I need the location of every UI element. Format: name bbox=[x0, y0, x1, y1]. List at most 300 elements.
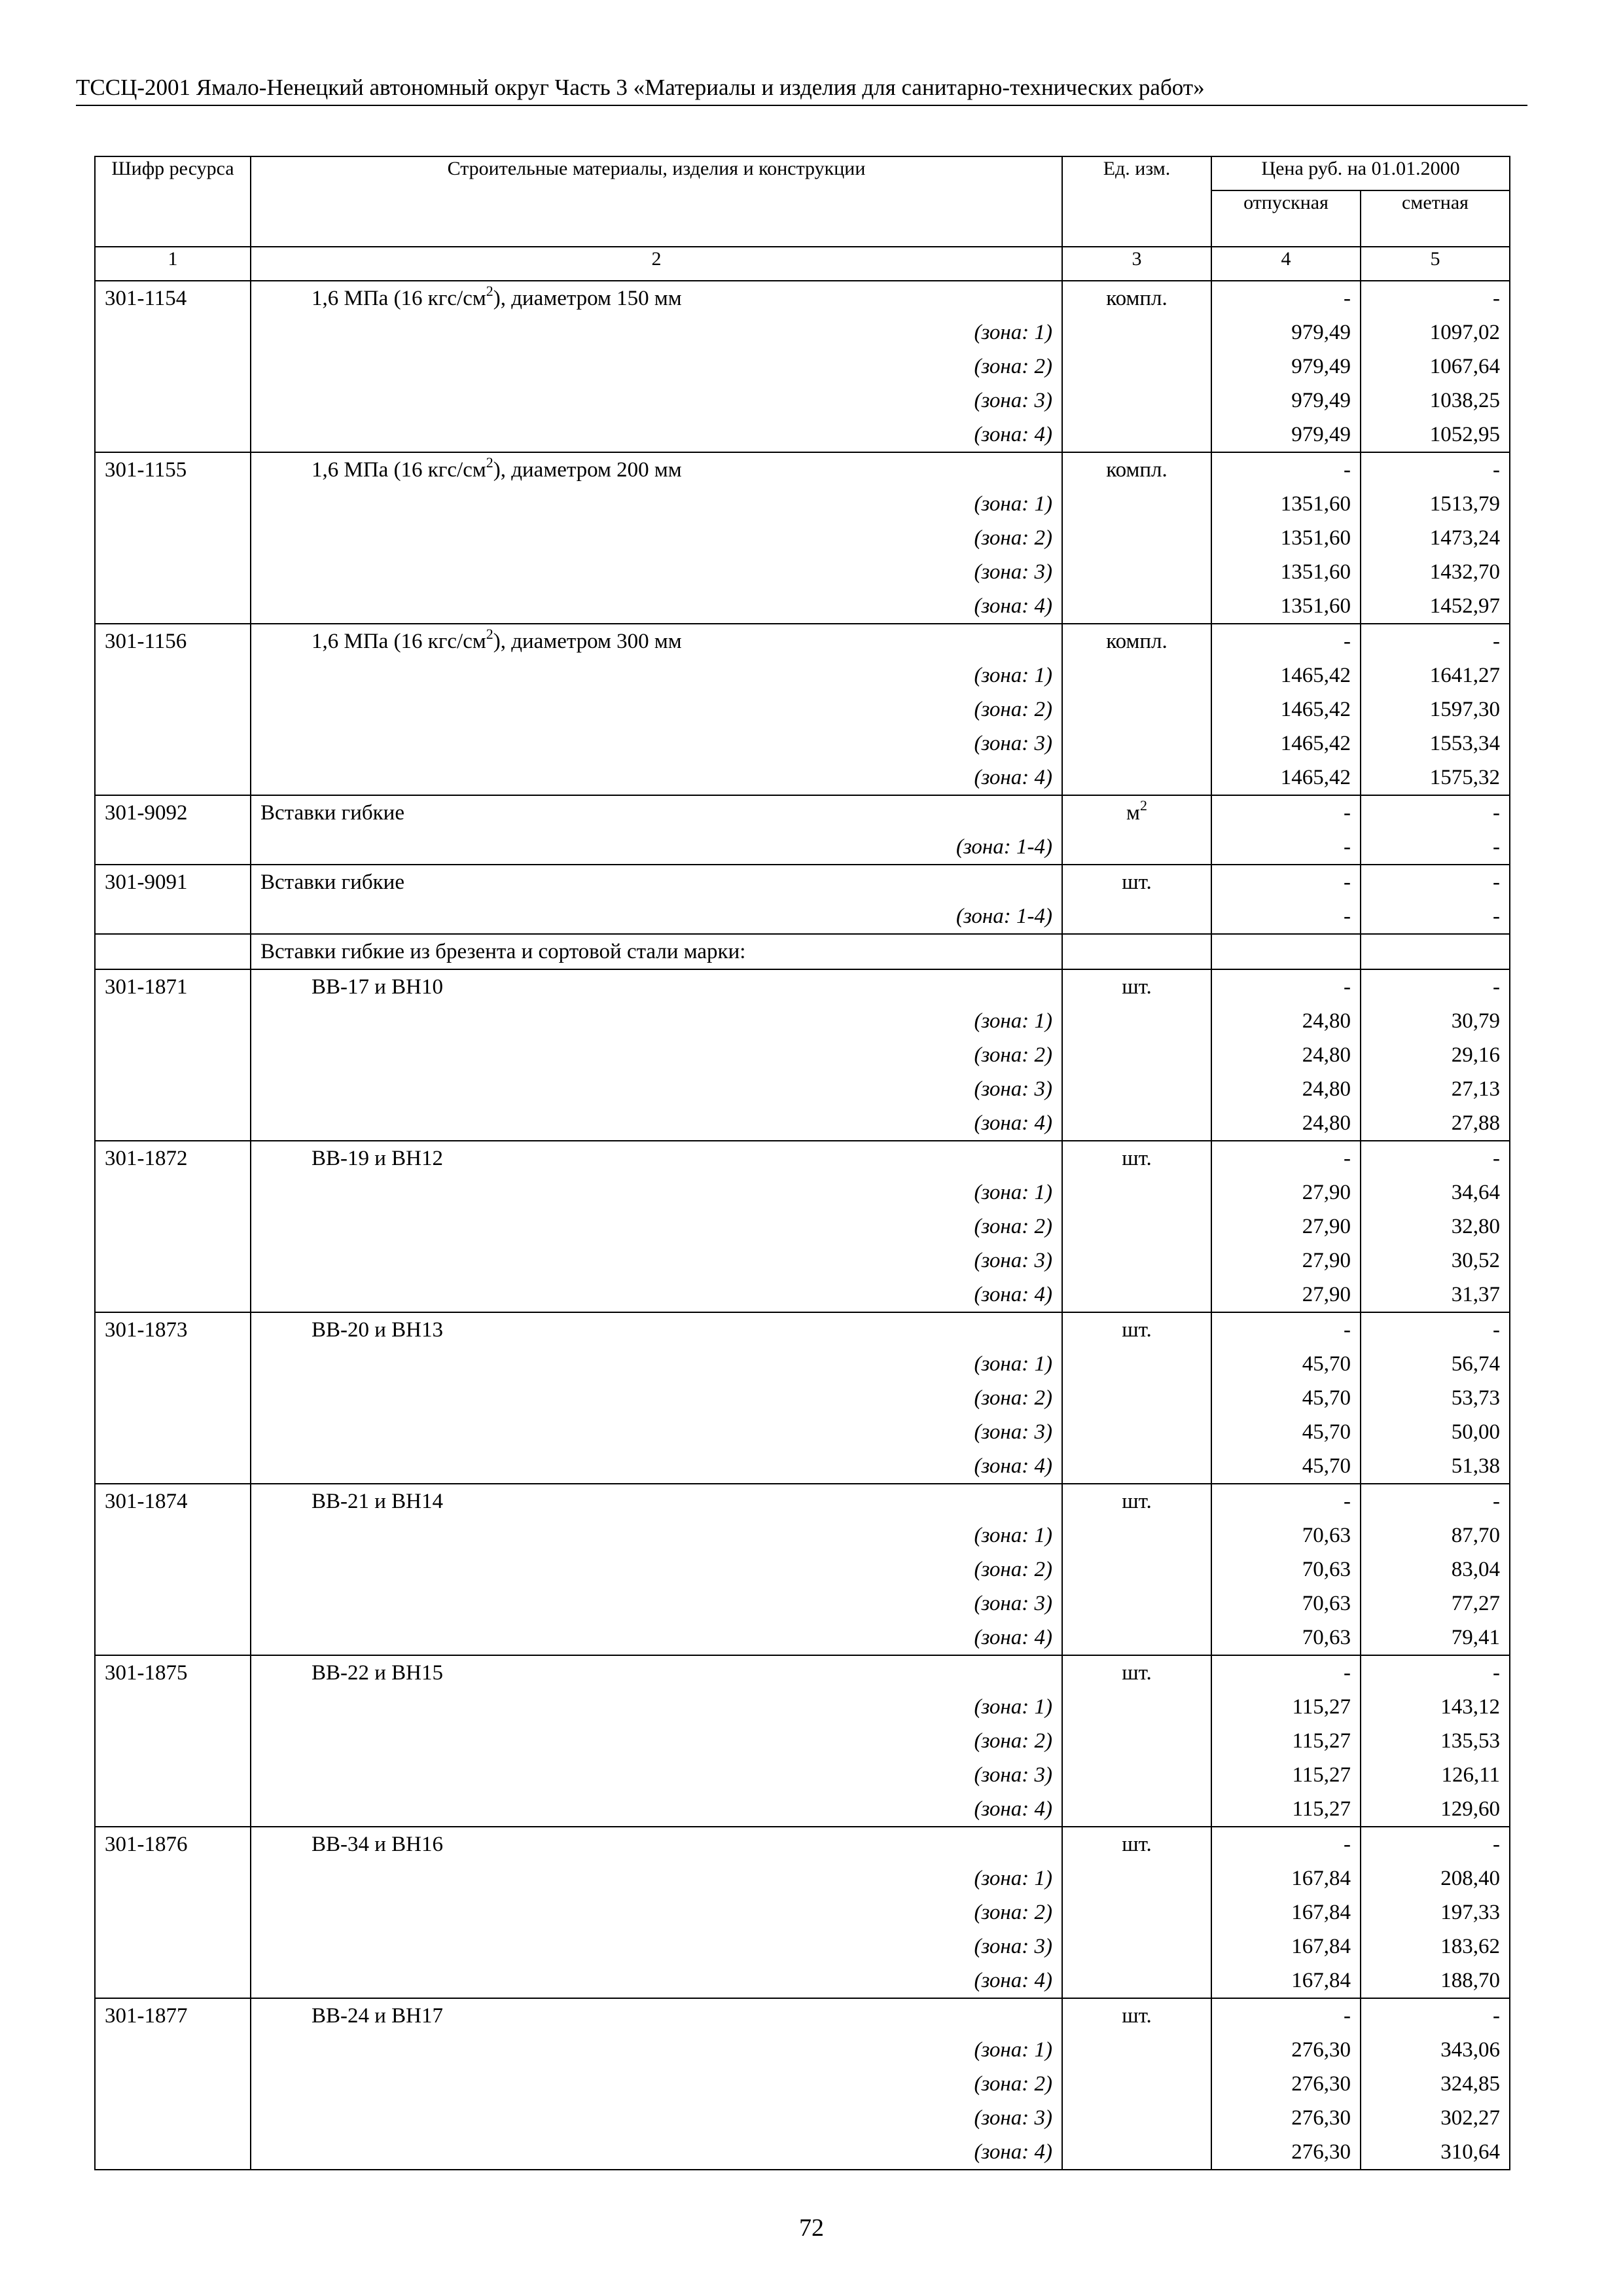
unit-cell bbox=[1062, 281, 1211, 315]
resource-name bbox=[251, 624, 1062, 658]
release-price: 70,63 bbox=[1211, 1518, 1361, 1552]
release-price: 115,27 bbox=[1211, 1758, 1361, 1792]
table-row bbox=[95, 969, 1510, 1004]
unit-text: шт. bbox=[1122, 1833, 1152, 1856]
zone-label: (зона: 1) bbox=[251, 487, 1062, 521]
estimate-price: 79,41 bbox=[1361, 1621, 1510, 1655]
table-row bbox=[95, 865, 1510, 899]
zone-label: (зона: 1) bbox=[251, 1861, 1062, 1895]
unit-cell bbox=[1062, 2135, 1211, 2170]
estimate-price: 310,64 bbox=[1361, 2135, 1510, 2170]
estimate-price: - bbox=[1361, 1141, 1510, 1175]
unit-cell bbox=[1062, 521, 1211, 555]
zone-row bbox=[95, 1038, 1510, 1072]
resource-name-tail: ), диаметром 200 мм bbox=[493, 458, 682, 482]
unit-cell bbox=[1062, 1347, 1211, 1381]
resource-name-text: Вставки гибкие bbox=[260, 870, 404, 894]
document-header: ТССЦ-2001 Ямало-Ненецкий автономный округ Часть 3 «Материалы и изделия для санитарно-технических работ» bbox=[76, 73, 1527, 106]
resource-name-text: 1,6 МПа (16 кгс/см bbox=[312, 287, 486, 310]
estimate-price: - bbox=[1361, 969, 1510, 1004]
zone-label: (зона: 4) bbox=[251, 1964, 1062, 1998]
release-price: 979,49 bbox=[1211, 315, 1361, 350]
unit-cell bbox=[1062, 1690, 1211, 1724]
resource-name bbox=[251, 795, 1062, 830]
unit-cell bbox=[1062, 865, 1211, 899]
estimate-price: 29,16 bbox=[1361, 1038, 1510, 1072]
zone-label: (зона: 4) bbox=[251, 418, 1062, 452]
estimate-price: 188,70 bbox=[1361, 1964, 1510, 1998]
unit-cell bbox=[1062, 692, 1211, 726]
estimate-price: - bbox=[1361, 795, 1510, 830]
release-price: - bbox=[1211, 795, 1361, 830]
resource-code bbox=[95, 2033, 251, 2067]
resource-code bbox=[95, 521, 251, 555]
unit-cell bbox=[1062, 969, 1211, 1004]
zone-row bbox=[95, 1518, 1510, 1552]
section-title: Вставки гибкие из брезента и сортовой стали марки: bbox=[251, 934, 1062, 969]
zone-row bbox=[95, 1347, 1510, 1381]
release-price: 27,90 bbox=[1211, 1210, 1361, 1244]
resource-code bbox=[95, 1004, 251, 1038]
zone-row bbox=[95, 1278, 1510, 1312]
unit-cell bbox=[1062, 658, 1211, 692]
release-price: 115,27 bbox=[1211, 1792, 1361, 1827]
release-price: 27,90 bbox=[1211, 1175, 1361, 1210]
resource-name bbox=[251, 969, 1062, 1004]
zone-label: (зона: 2) bbox=[251, 350, 1062, 384]
release-price: 276,30 bbox=[1211, 2101, 1361, 2135]
unit-cell bbox=[1062, 1518, 1211, 1552]
release-price: - bbox=[1211, 1141, 1361, 1175]
resource-name-text: ВВ-20 и ВН13 bbox=[312, 1318, 444, 1342]
resource-code bbox=[95, 1621, 251, 1655]
unit-text: компл. bbox=[1106, 458, 1168, 482]
release-price: 1465,42 bbox=[1211, 761, 1361, 795]
unit-exponent: 2 bbox=[486, 626, 493, 642]
estimate-price: 1597,30 bbox=[1361, 692, 1510, 726]
unit-cell bbox=[1062, 2067, 1211, 2101]
table-row bbox=[95, 1998, 1510, 2033]
release-price: 1351,60 bbox=[1211, 521, 1361, 555]
resource-code bbox=[95, 1072, 251, 1106]
resource-code bbox=[95, 1895, 251, 1929]
zone-row bbox=[95, 1106, 1510, 1141]
unit-cell bbox=[1062, 2033, 1211, 2067]
estimate-price: 208,40 bbox=[1361, 1861, 1510, 1895]
estimate-price: - bbox=[1361, 1484, 1510, 1518]
resource-code: 301-9091 bbox=[95, 865, 251, 899]
zone-label: (зона: 4) bbox=[251, 1449, 1062, 1484]
release-price: 276,30 bbox=[1211, 2033, 1361, 2067]
unit-cell bbox=[1062, 350, 1211, 384]
resource-code: 301-1875 bbox=[95, 1655, 251, 1690]
resource-code bbox=[95, 2101, 251, 2135]
resource-name bbox=[251, 1312, 1062, 1347]
resource-code bbox=[95, 1929, 251, 1964]
resource-code: 301-1872 bbox=[95, 1141, 251, 1175]
zone-row bbox=[95, 350, 1510, 384]
unit-text: шт. bbox=[1122, 1661, 1152, 1685]
resource-name bbox=[251, 865, 1062, 899]
zone-label: (зона: 1) bbox=[251, 1347, 1062, 1381]
zone-label: (зона: 4) bbox=[251, 761, 1062, 795]
table-row bbox=[95, 795, 1510, 830]
resource-name bbox=[251, 281, 1062, 315]
resource-code bbox=[95, 1518, 251, 1552]
unit-cell bbox=[1062, 1141, 1211, 1175]
zone-row bbox=[95, 1072, 1510, 1106]
zone-row bbox=[95, 487, 1510, 521]
resource-code bbox=[95, 1415, 251, 1449]
estimate-price: 30,79 bbox=[1361, 1004, 1510, 1038]
page-number: 72 bbox=[799, 2214, 824, 2242]
zone-row bbox=[95, 899, 1510, 934]
resource-code bbox=[95, 1449, 251, 1484]
estimate-price: 126,11 bbox=[1361, 1758, 1510, 1792]
release-price: - bbox=[1211, 1827, 1361, 1861]
zone-label: (зона: 1-4) bbox=[251, 830, 1062, 865]
resource-name-text: ВВ-24 и ВН17 bbox=[312, 2004, 444, 2028]
release-price: - bbox=[1211, 452, 1361, 487]
resource-name bbox=[251, 1655, 1062, 1690]
unit-cell bbox=[1062, 1106, 1211, 1141]
zone-label: (зона: 2) bbox=[251, 1381, 1062, 1415]
table-row bbox=[95, 1655, 1510, 1690]
release-price: 167,84 bbox=[1211, 1929, 1361, 1964]
unit-cell bbox=[1062, 1724, 1211, 1758]
estimate-price: 83,04 bbox=[1361, 1552, 1510, 1587]
estimate-price: - bbox=[1361, 1827, 1510, 1861]
resource-code bbox=[95, 2135, 251, 2170]
zone-row bbox=[95, 1895, 1510, 1929]
estimate-price: 1452,97 bbox=[1361, 589, 1510, 624]
estimate-price: - bbox=[1361, 830, 1510, 865]
zone-label: (зона: 1) bbox=[251, 1518, 1062, 1552]
unit-cell bbox=[1062, 1552, 1211, 1587]
unit-cell bbox=[1062, 1484, 1211, 1518]
estimate-price: 51,38 bbox=[1361, 1449, 1510, 1484]
zone-label: (зона: 4) bbox=[251, 1621, 1062, 1655]
zone-label: (зона: 3) bbox=[251, 2101, 1062, 2135]
resource-code bbox=[95, 1278, 251, 1312]
unit-cell bbox=[1062, 1964, 1211, 1998]
zone-label: (зона: 2) bbox=[251, 692, 1062, 726]
unit-cell bbox=[1062, 1415, 1211, 1449]
header-code: Шифр ресурса bbox=[95, 156, 251, 247]
resource-code bbox=[95, 1381, 251, 1415]
resource-name bbox=[251, 1484, 1062, 1518]
table-row bbox=[95, 1141, 1510, 1175]
zone-label: (зона: 4) bbox=[251, 1792, 1062, 1827]
resource-code bbox=[95, 692, 251, 726]
zone-label: (зона: 3) bbox=[251, 1072, 1062, 1106]
zone-label: (зона: 3) bbox=[251, 1244, 1062, 1278]
resource-name bbox=[251, 1141, 1062, 1175]
unit-cell bbox=[1062, 1072, 1211, 1106]
unit-cell bbox=[1062, 1895, 1211, 1929]
unit-cell bbox=[1062, 1381, 1211, 1415]
table-row bbox=[95, 624, 1510, 658]
estimate-price: 34,64 bbox=[1361, 1175, 1510, 1210]
zone-row bbox=[95, 2067, 1510, 2101]
release-price: 979,49 bbox=[1211, 418, 1361, 452]
table-row bbox=[95, 281, 1510, 315]
estimate-price: 27,88 bbox=[1361, 1106, 1510, 1141]
resource-code bbox=[95, 350, 251, 384]
release-price: - bbox=[1211, 1655, 1361, 1690]
estimate-price: 27,13 bbox=[1361, 1072, 1510, 1106]
release-price: 45,70 bbox=[1211, 1449, 1361, 1484]
resource-name-text: ВВ-19 и ВН12 bbox=[312, 1147, 444, 1170]
estimate-price bbox=[1361, 934, 1510, 969]
resource-name bbox=[251, 1827, 1062, 1861]
resource-name-tail: ), диаметром 300 мм bbox=[493, 630, 682, 653]
release-price: - bbox=[1211, 281, 1361, 315]
release-price: 45,70 bbox=[1211, 1347, 1361, 1381]
zone-label: (зона: 3) bbox=[251, 384, 1062, 418]
estimate-price: 1097,02 bbox=[1361, 315, 1510, 350]
unit-cell bbox=[1062, 795, 1211, 830]
resource-name-text: 1,6 МПа (16 кгс/см bbox=[312, 458, 486, 482]
resource-code: 301-1154 bbox=[95, 281, 251, 315]
release-price: - bbox=[1211, 1312, 1361, 1347]
unit-text: компл. bbox=[1106, 630, 1168, 653]
unit-text: шт. bbox=[1122, 1490, 1152, 1513]
resource-code bbox=[95, 1690, 251, 1724]
resource-code bbox=[95, 899, 251, 934]
release-price: 1351,60 bbox=[1211, 555, 1361, 589]
unit-cell bbox=[1062, 899, 1211, 934]
release-price: - bbox=[1211, 830, 1361, 865]
zone-row bbox=[95, 589, 1510, 624]
unit-text: шт. bbox=[1122, 2004, 1152, 2028]
resource-code bbox=[95, 589, 251, 624]
release-price: 70,63 bbox=[1211, 1621, 1361, 1655]
estimate-price: 197,33 bbox=[1361, 1895, 1510, 1929]
unit-cell bbox=[1062, 452, 1211, 487]
zone-row bbox=[95, 1724, 1510, 1758]
unit-cell bbox=[1062, 624, 1211, 658]
zone-row bbox=[95, 726, 1510, 761]
table-row bbox=[95, 1484, 1510, 1518]
unit-cell bbox=[1062, 589, 1211, 624]
zone-label: (зона: 3) bbox=[251, 1587, 1062, 1621]
zone-row bbox=[95, 658, 1510, 692]
estimate-price: 1038,25 bbox=[1361, 384, 1510, 418]
estimate-price: - bbox=[1361, 624, 1510, 658]
release-price: 1351,60 bbox=[1211, 589, 1361, 624]
estimate-price: 135,53 bbox=[1361, 1724, 1510, 1758]
zone-label: (зона: 2) bbox=[251, 1038, 1062, 1072]
estimate-price: 1553,34 bbox=[1361, 726, 1510, 761]
release-price: 167,84 bbox=[1211, 1861, 1361, 1895]
column-number: 5 bbox=[1361, 247, 1510, 281]
resource-code bbox=[95, 555, 251, 589]
release-price: 115,27 bbox=[1211, 1690, 1361, 1724]
resource-name-tail: ), диаметром 150 мм bbox=[493, 287, 682, 310]
unit-cell bbox=[1062, 1587, 1211, 1621]
unit-cell bbox=[1062, 1861, 1211, 1895]
zone-label: (зона: 3) bbox=[251, 1758, 1062, 1792]
zone-row bbox=[95, 1929, 1510, 1964]
release-price: 979,49 bbox=[1211, 350, 1361, 384]
estimate-price: - bbox=[1361, 865, 1510, 899]
estimate-price: 32,80 bbox=[1361, 1210, 1510, 1244]
release-price: 167,84 bbox=[1211, 1964, 1361, 1998]
resource-code bbox=[95, 1861, 251, 1895]
resource-code: 301-9092 bbox=[95, 795, 251, 830]
zone-row bbox=[95, 1449, 1510, 1484]
zone-row bbox=[95, 1210, 1510, 1244]
unit-exponent: 2 bbox=[486, 454, 493, 471]
release-price: - bbox=[1211, 969, 1361, 1004]
zone-row bbox=[95, 1964, 1510, 1998]
estimate-price: - bbox=[1361, 899, 1510, 934]
resource-code bbox=[95, 487, 251, 521]
resource-name-text: ВВ-17 и ВН10 bbox=[312, 975, 444, 999]
resource-code bbox=[95, 1552, 251, 1587]
estimate-price: - bbox=[1361, 281, 1510, 315]
release-price: 24,80 bbox=[1211, 1038, 1361, 1072]
column-number: 3 bbox=[1062, 247, 1211, 281]
zone-label: (зона: 1) bbox=[251, 1175, 1062, 1210]
estimate-price: 50,00 bbox=[1361, 1415, 1510, 1449]
resource-code: 301-1877 bbox=[95, 1998, 251, 2033]
resource-code bbox=[95, 1587, 251, 1621]
zone-row bbox=[95, 1690, 1510, 1724]
zone-row bbox=[95, 2033, 1510, 2067]
zone-label: (зона: 4) bbox=[251, 1106, 1062, 1141]
zone-row bbox=[95, 1552, 1510, 1587]
resource-code bbox=[95, 1347, 251, 1381]
resource-code bbox=[95, 418, 251, 452]
column-number: 4 bbox=[1211, 247, 1361, 281]
resource-code bbox=[95, 1964, 251, 1998]
release-price: 70,63 bbox=[1211, 1587, 1361, 1621]
unit-cell bbox=[1062, 761, 1211, 795]
estimate-price: 1052,95 bbox=[1361, 418, 1510, 452]
resource-code bbox=[95, 1244, 251, 1278]
estimate-price: 1575,32 bbox=[1361, 761, 1510, 795]
resource-code bbox=[95, 1792, 251, 1827]
zone-label: (зона: 1-4) bbox=[251, 899, 1062, 934]
resource-code bbox=[95, 1038, 251, 1072]
estimate-price: - bbox=[1361, 1998, 1510, 2033]
resource-name-text: ВВ-21 и ВН14 bbox=[312, 1490, 444, 1513]
release-price: 1465,42 bbox=[1211, 692, 1361, 726]
unit-cell bbox=[1062, 1004, 1211, 1038]
zone-row bbox=[95, 1244, 1510, 1278]
resource-code bbox=[95, 384, 251, 418]
zone-row bbox=[95, 315, 1510, 350]
estimate-price: 183,62 bbox=[1361, 1929, 1510, 1964]
table-row bbox=[95, 1312, 1510, 1347]
header-estimate-price: сметная bbox=[1361, 190, 1510, 247]
unit-cell bbox=[1062, 315, 1211, 350]
estimate-price: - bbox=[1361, 452, 1510, 487]
release-price: 979,49 bbox=[1211, 384, 1361, 418]
estimate-price: 302,27 bbox=[1361, 2101, 1510, 2135]
unit-cell bbox=[1062, 487, 1211, 521]
release-price: 1465,42 bbox=[1211, 658, 1361, 692]
release-price: - bbox=[1211, 899, 1361, 934]
zone-label: (зона: 2) bbox=[251, 1552, 1062, 1587]
release-price: 45,70 bbox=[1211, 1415, 1361, 1449]
estimate-price: 143,12 bbox=[1361, 1690, 1510, 1724]
unit-cell bbox=[1062, 1998, 1211, 2033]
unit-cell bbox=[1062, 2101, 1211, 2135]
header-name: Строительные материалы, изделия и конструкции bbox=[251, 156, 1062, 247]
estimate-price: - bbox=[1361, 1655, 1510, 1690]
unit-cell bbox=[1062, 1244, 1211, 1278]
resource-code bbox=[95, 1724, 251, 1758]
estimate-price: 129,60 bbox=[1361, 1792, 1510, 1827]
header-unit: Ед. изм. bbox=[1062, 156, 1211, 247]
release-price: 27,90 bbox=[1211, 1244, 1361, 1278]
resource-code: 301-1873 bbox=[95, 1312, 251, 1347]
release-price: - bbox=[1211, 865, 1361, 899]
unit-cell bbox=[1062, 1038, 1211, 1072]
unit-text: шт. bbox=[1122, 1318, 1152, 1342]
unit-cell bbox=[1062, 726, 1211, 761]
resource-code bbox=[95, 658, 251, 692]
release-price: 24,80 bbox=[1211, 1072, 1361, 1106]
resource-code bbox=[95, 1106, 251, 1141]
zone-row bbox=[95, 1415, 1510, 1449]
resource-name bbox=[251, 1998, 1062, 2033]
header-price-group: Цена руб. на 01.01.2000 bbox=[1211, 156, 1510, 190]
header-release-price: отпускная bbox=[1211, 190, 1361, 247]
zone-label: (зона: 2) bbox=[251, 1724, 1062, 1758]
resource-code: 301-1155 bbox=[95, 452, 251, 487]
zone-row bbox=[95, 521, 1510, 555]
resource-name bbox=[251, 452, 1062, 487]
resource-code bbox=[95, 830, 251, 865]
unit-cell bbox=[1062, 1758, 1211, 1792]
zone-row bbox=[95, 555, 1510, 589]
resource-code: 301-1156 bbox=[95, 624, 251, 658]
unit-cell bbox=[1062, 1210, 1211, 1244]
price-table bbox=[94, 156, 1510, 2170]
zone-label: (зона: 4) bbox=[251, 589, 1062, 624]
zone-row bbox=[95, 1621, 1510, 1655]
resource-name-text: ВВ-22 и ВН15 bbox=[312, 1661, 444, 1685]
release-price: 45,70 bbox=[1211, 1381, 1361, 1415]
release-price: 24,80 bbox=[1211, 1106, 1361, 1141]
resource-code bbox=[95, 315, 251, 350]
estimate-price: 343,06 bbox=[1361, 2033, 1510, 2067]
unit-cell bbox=[1062, 934, 1211, 969]
estimate-price: 53,73 bbox=[1361, 1381, 1510, 1415]
unit-cell bbox=[1062, 1621, 1211, 1655]
resource-code bbox=[95, 2067, 251, 2101]
unit-cell bbox=[1062, 1175, 1211, 1210]
zone-row bbox=[95, 692, 1510, 726]
unit-cell bbox=[1062, 1929, 1211, 1964]
release-price: 70,63 bbox=[1211, 1552, 1361, 1587]
zone-row bbox=[95, 2135, 1510, 2170]
resource-code bbox=[95, 1758, 251, 1792]
release-price: - bbox=[1211, 1998, 1361, 2033]
unit-cell bbox=[1062, 1449, 1211, 1484]
estimate-price: 1641,27 bbox=[1361, 658, 1510, 692]
resource-name-text: 1,6 МПа (16 кгс/см bbox=[312, 630, 486, 653]
zone-row bbox=[95, 1004, 1510, 1038]
zone-label: (зона: 2) bbox=[251, 521, 1062, 555]
estimate-price: 1473,24 bbox=[1361, 521, 1510, 555]
release-price bbox=[1211, 934, 1361, 969]
zone-row bbox=[95, 1587, 1510, 1621]
